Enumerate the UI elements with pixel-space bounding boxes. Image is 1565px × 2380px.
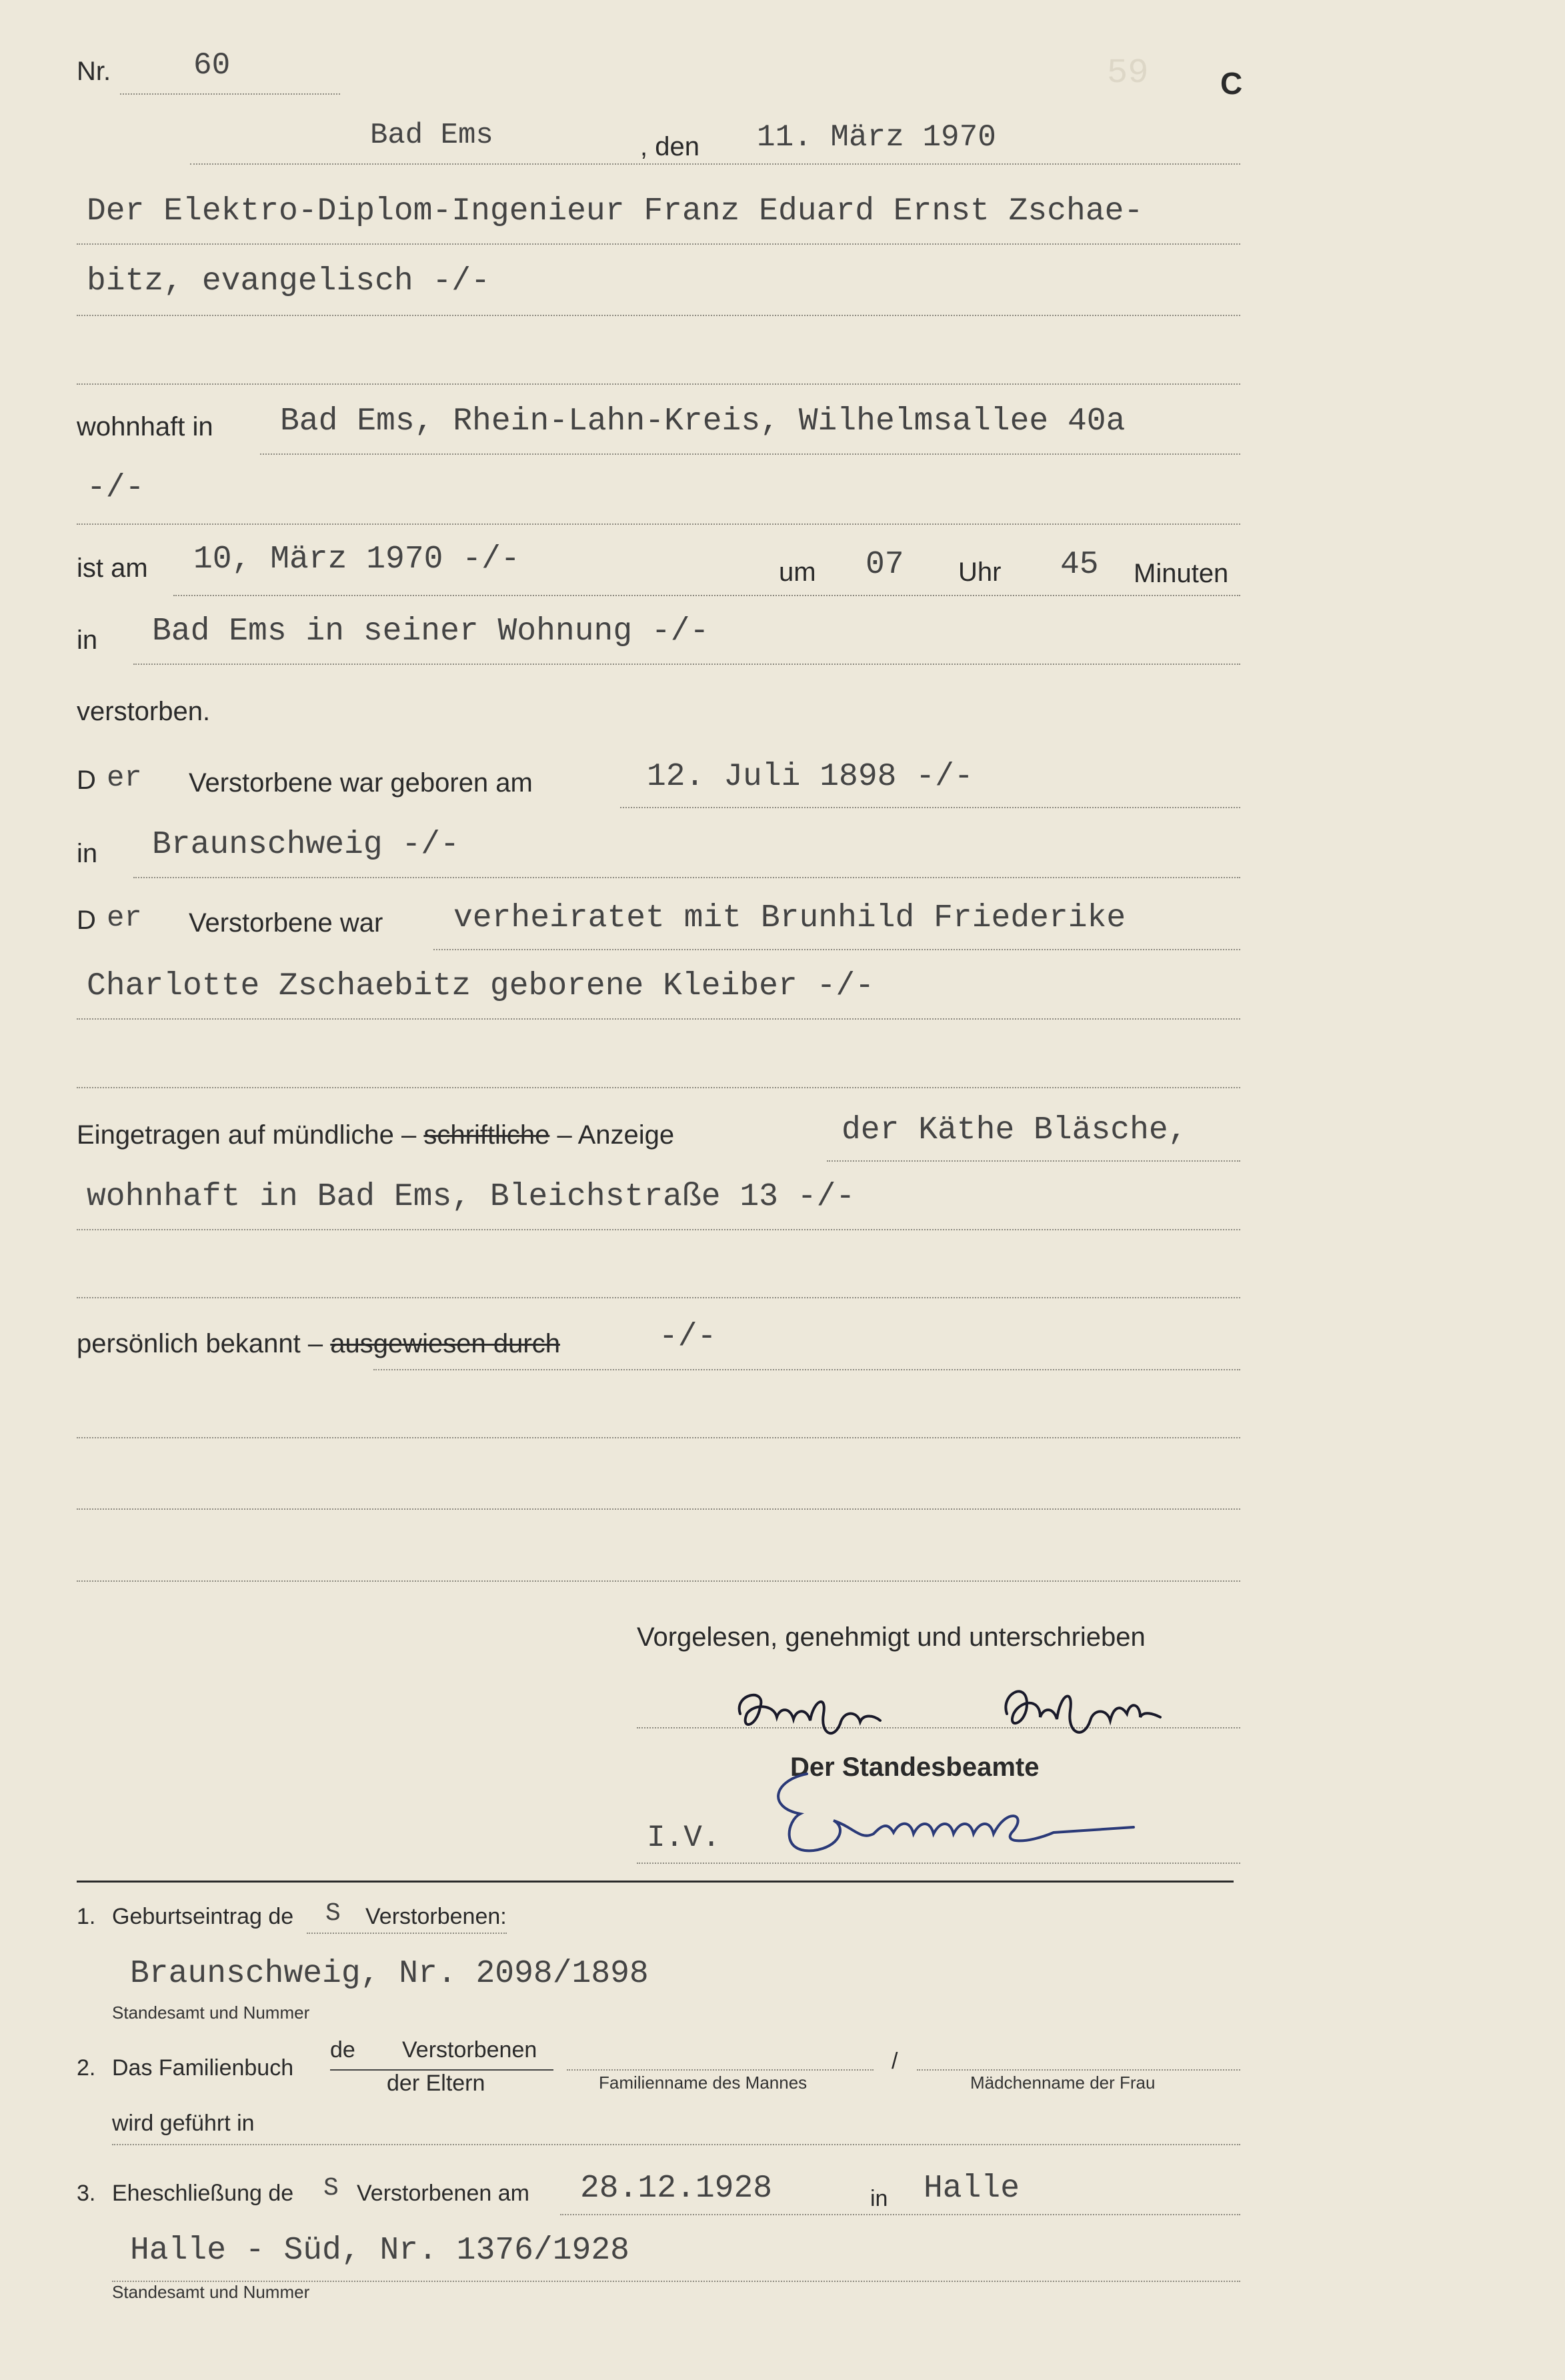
note-2-top-b: Verstorbenen (402, 2037, 537, 2063)
dotted-line (77, 1437, 1240, 1438)
signature-stroke (778, 1774, 1134, 1851)
note-2-kept-in: wird geführt in (112, 2111, 255, 2136)
uhr-label: Uhr (958, 557, 1002, 587)
dotted-line (260, 453, 1240, 455)
identity-value: -/- (659, 1319, 717, 1355)
signature-stroke (1006, 1691, 1160, 1732)
note-2-bottom: der Eltern (387, 2071, 485, 2096)
note-1-caption: Standesamt und Nummer (112, 2003, 310, 2023)
informant-signature (727, 1667, 1234, 1754)
registration-label-part1: Eingetragen auf mündliche – (77, 1120, 417, 1150)
corner-letter: C (1220, 66, 1243, 101)
dotted-line (173, 595, 1240, 596)
dotted-line (77, 1018, 1240, 1020)
identity-label-part1: persönlich bekannt – (77, 1329, 323, 1358)
note-3-value: Halle - Süd, Nr. 1376/1928 (130, 2233, 629, 2269)
registration-label-struck: schriftliche (423, 1120, 550, 1150)
note-2-top-a: de (330, 2037, 355, 2063)
note-2-husband-caption: Familienname des Mannes (599, 2073, 808, 2093)
note-3-label-s: S (323, 2174, 339, 2203)
place-of-entry: Bad Ems (370, 119, 493, 152)
dotted-line (77, 1087, 1240, 1088)
death-hour: 07 (866, 547, 904, 583)
note-2-wife-caption: Mädchenname der Frau (970, 2073, 1156, 2093)
death-place: Bad Ems in seiner Wohnung -/- (152, 614, 709, 650)
dotted-line (77, 383, 1240, 385)
dotted-line (112, 2144, 1240, 2145)
birth-label: Verstorbene war geboren am (189, 768, 533, 798)
bleed-through-number: 59 (1107, 53, 1149, 93)
ist-am-label: ist am (77, 553, 148, 583)
deceased-name-line-2: bitz, evangelisch -/- (87, 263, 490, 299)
dotted-line (307, 1933, 507, 1934)
dotted-line (77, 1580, 1240, 1582)
header-dotted-line (190, 163, 1240, 165)
birth-place: Braunschweig -/- (152, 827, 459, 863)
read-approved-signed: Vorgelesen, genehmigt und unterschrieben (637, 1622, 1146, 1652)
dotted-line (433, 949, 1240, 950)
dotted-line (77, 1508, 1240, 1510)
dotted-line (637, 1863, 1240, 1864)
note-3-caption: Standesamt und Nummer (112, 2282, 310, 2302)
note-1-label-b: Verstorbenen: (365, 1904, 507, 1929)
death-minutes: 45 (1060, 547, 1099, 583)
note-1-label-s: S (325, 1899, 341, 1928)
marital-label: Verstorbene war (189, 908, 383, 938)
birth-date: 12. Juli 1898 -/- (647, 759, 974, 795)
dotted-line (77, 523, 1240, 525)
marital-line-2: Charlotte Zschaebitz geborene Kleiber -/- (87, 968, 874, 1004)
dotted-line (133, 664, 1240, 665)
registrar-label: Der Standesbeamte (790, 1752, 1040, 1782)
nr-label: Nr. (77, 57, 111, 86)
note-1-number: 1. (77, 1904, 96, 1929)
birth-in-label: in (77, 839, 98, 868)
registrar-signature (760, 1754, 1160, 1867)
nr-value: 60 (193, 48, 231, 83)
residence-label: wohnhaft in (77, 412, 213, 441)
identity-label-struck: ausgewiesen durch (330, 1329, 560, 1358)
note-2-number: 2. (77, 2055, 96, 2081)
dotted-line (373, 1369, 1240, 1370)
death-date: 10, März 1970 -/- (193, 541, 520, 577)
note-2-slash: / (892, 2049, 898, 2074)
dotted-line (917, 2069, 1240, 2071)
marital-d-prefix: D (77, 906, 96, 935)
iv-label: I.V. (647, 1821, 721, 1855)
informant-line-1: der Käthe Bläsche, (842, 1112, 1188, 1148)
dotted-line (77, 1297, 1240, 1298)
marital-article: er (107, 902, 142, 935)
den-label: , den (640, 132, 699, 161)
dotted-line (133, 877, 1240, 878)
identity-label (77, 1329, 560, 1359)
note-3-label-a: Eheschließung de (112, 2181, 294, 2206)
dotted-line (827, 1160, 1240, 1162)
dotted-line (77, 243, 1240, 245)
dotted-line (77, 1229, 1240, 1230)
birth-d-prefix: D (77, 766, 96, 795)
residence-line-1: Bad Ems, Rhein-Lahn-Kreis, Wilhelmsallee 40a (280, 403, 1126, 439)
deceased-name-line-1: Der Elektro-Diplom-Ingenieur Franz Eduard Ernst Zschae- (87, 193, 1144, 229)
verstorben-label: verstorben. (77, 697, 211, 726)
note-1-value: Braunschweig, Nr. 2098/1898 (130, 1956, 649, 1992)
note-3-date: 28.12.1928 (580, 2171, 773, 2207)
note-3-place: Halle (924, 2171, 1020, 2207)
dotted-line (77, 315, 1240, 316)
dotted-line (567, 2069, 874, 2071)
birth-article: er (107, 762, 142, 795)
note-3-number: 3. (77, 2181, 96, 2206)
note-3-in-label: in (870, 2186, 888, 2211)
section-divider (77, 1881, 1234, 1883)
signature-stroke (739, 1695, 880, 1733)
note-2-label: Das Familienbuch (112, 2055, 294, 2081)
informant-line-2: wohnhaft in Bad Ems, Bleichstraße 13 -/- (87, 1179, 856, 1215)
entry-date: 11. März 1970 (757, 120, 996, 155)
note-1-label-a: Geburtseintrag de (112, 1904, 294, 1929)
residence-line-2: -/- (87, 470, 145, 506)
registration-label-part2: – Anzeige (557, 1120, 675, 1150)
dotted-line (620, 807, 1240, 808)
note-3-label-b: Verstorbenen am (357, 2181, 529, 2206)
minuten-label: Minuten (1134, 559, 1229, 588)
marital-line-1: verheiratet mit Brunhild Friederike (453, 900, 1126, 936)
dotted-line (560, 2214, 1240, 2215)
registration-label (77, 1120, 674, 1150)
um-label: um (779, 557, 816, 587)
nr-dotted-line (120, 93, 340, 95)
death-in-label: in (77, 626, 98, 655)
